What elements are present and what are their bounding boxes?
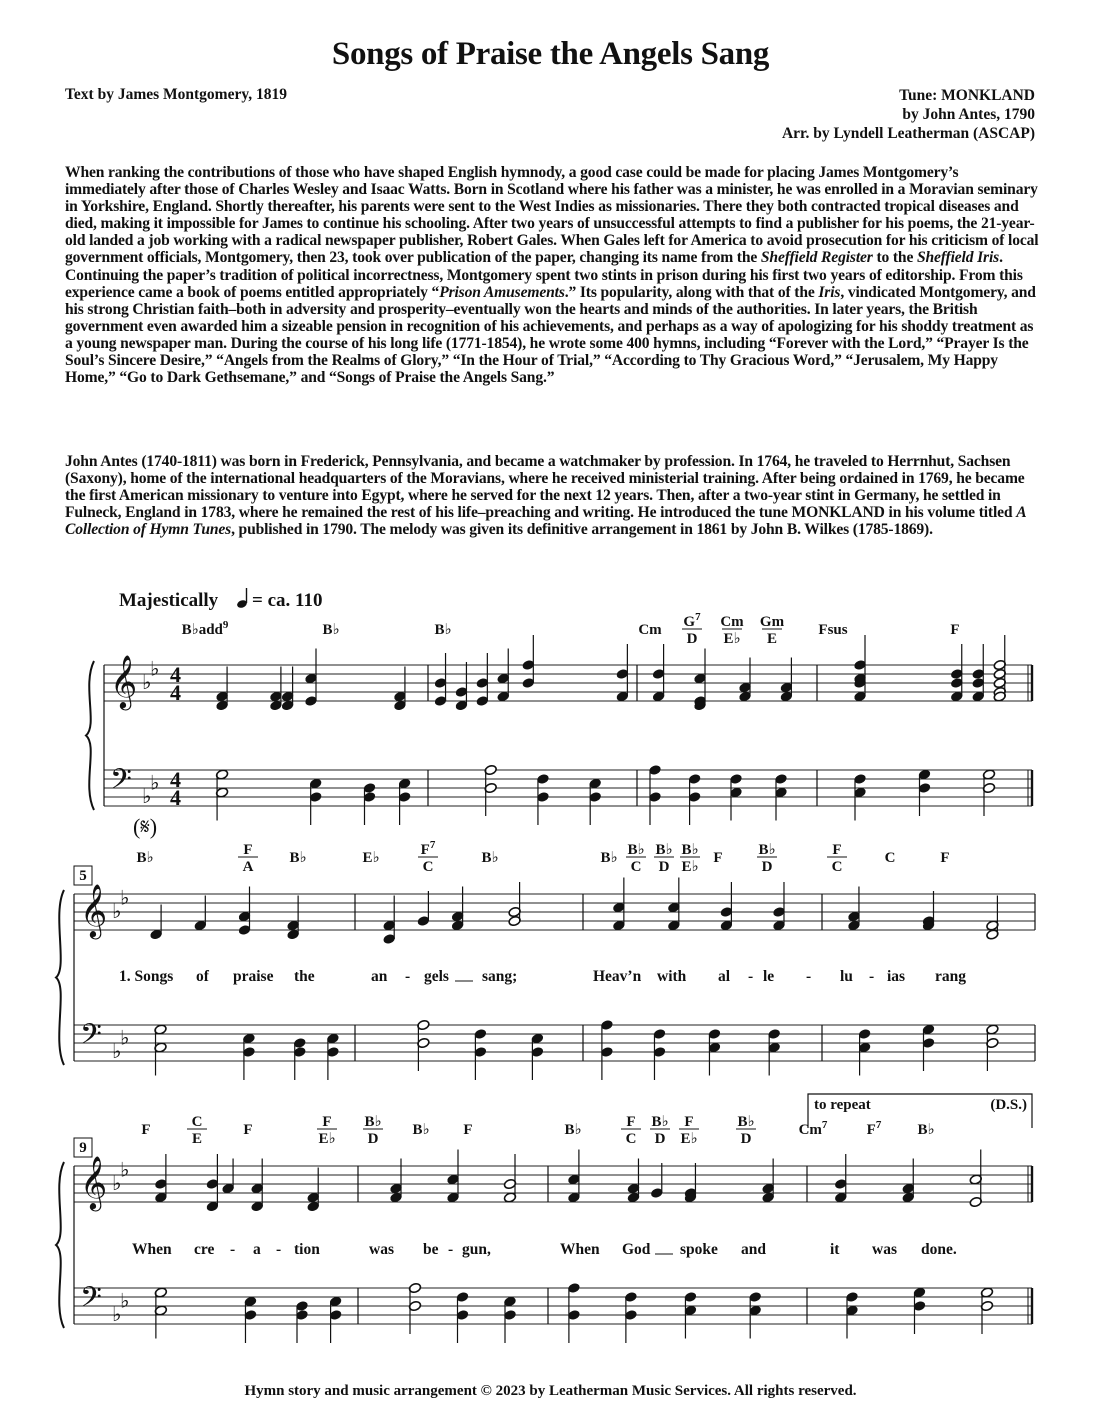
chord-symbol bbox=[434, 622, 451, 638]
svg-text:E: E bbox=[766, 631, 778, 647]
chord-symbol bbox=[182, 619, 229, 638]
svg-text:C: C bbox=[630, 859, 642, 875]
segno-sign: (𝄋) bbox=[133, 814, 158, 839]
treble-clef-icon: 𝄞 bbox=[110, 656, 138, 707]
svg-text:B♭: B♭ bbox=[412, 1122, 430, 1138]
lyric-syllable: spoke bbox=[680, 1241, 718, 1258]
svg-text:F: F bbox=[626, 1114, 636, 1130]
svg-text:C: C bbox=[884, 850, 896, 866]
svg-text:B♭: B♭ bbox=[481, 850, 499, 866]
svg-text:A: A bbox=[242, 859, 254, 875]
time-signature: 4 bbox=[170, 767, 181, 792]
lyric-syllable: with bbox=[657, 968, 687, 985]
svg-text:E♭: E♭ bbox=[723, 631, 741, 647]
lyric-syllable: al bbox=[718, 968, 731, 985]
lyric-syllable: the bbox=[294, 968, 315, 985]
lyric-syllable: was bbox=[872, 1241, 897, 1258]
svg-text:F: F bbox=[243, 1122, 253, 1138]
svg-text:B♭: B♭ bbox=[917, 1122, 935, 1138]
brace-icon bbox=[56, 1162, 64, 1328]
copyright-footer: Hymn story and music arrangement © 2023 by Leatherman Music Services. All rights reserved. bbox=[244, 1383, 857, 1399]
chord-symbol bbox=[917, 1122, 934, 1138]
svg-text:G7: $G^7$ bbox=[683, 611, 701, 630]
svg-text:D: D bbox=[740, 1131, 752, 1147]
chord-symbol bbox=[626, 842, 646, 875]
chord-symbol bbox=[600, 850, 617, 866]
chord-symbol bbox=[720, 614, 744, 647]
svg-text:B♭: B♭ bbox=[600, 850, 618, 866]
svg-text:F: F bbox=[322, 1114, 332, 1130]
chord-symbol bbox=[679, 1114, 699, 1147]
svg-text:Fsus: Fsus bbox=[818, 622, 848, 638]
svg-text:F: F bbox=[940, 850, 950, 866]
svg-text:B♭: B♭ bbox=[289, 850, 307, 866]
svg-text:C: C bbox=[422, 859, 434, 875]
chord-symbol bbox=[412, 1122, 429, 1138]
chord-symbol bbox=[362, 850, 379, 866]
svg-text:Gm: Gm bbox=[759, 614, 785, 630]
chord-symbol bbox=[818, 622, 847, 638]
lyric-syllable: gun, bbox=[462, 1241, 491, 1258]
svg-text:C: C bbox=[625, 1131, 637, 1147]
svg-text:F: F bbox=[713, 850, 723, 866]
lyric-syllable: - bbox=[405, 968, 411, 985]
flat-icon: ♭ bbox=[112, 901, 122, 923]
chord-symbol bbox=[650, 1114, 670, 1147]
tune-name: Tune: MONKLAND bbox=[899, 87, 1035, 104]
lyric-syllable: rang bbox=[935, 968, 966, 985]
svg-text:B♭add9: B♭add$^9$ bbox=[181, 619, 229, 638]
bass-clef-icon: 𝄢 bbox=[80, 1283, 102, 1320]
chord-symbol bbox=[757, 842, 777, 875]
svg-text:B♭: B♭ bbox=[758, 842, 776, 858]
lyric-syllable: gels bbox=[424, 968, 449, 985]
chord-symbol bbox=[940, 850, 949, 866]
svg-text:C: C bbox=[191, 1114, 203, 1130]
lyric-syllable: - bbox=[276, 1241, 282, 1258]
flat-icon: ♭ bbox=[120, 1159, 130, 1182]
svg-text:D: D bbox=[654, 1131, 666, 1147]
svg-text:F7: $F^7$ bbox=[420, 839, 436, 858]
chord-symbol bbox=[187, 1114, 207, 1147]
lyric-syllable: Heav’n bbox=[593, 968, 642, 985]
svg-text:F: F bbox=[463, 1122, 473, 1138]
chord-symbol bbox=[680, 842, 700, 875]
lyric-syllable: be bbox=[423, 1241, 439, 1258]
system-1 bbox=[86, 611, 1032, 825]
svg-text:B♭: B♭ bbox=[564, 1122, 582, 1138]
lyric-syllable: lu bbox=[840, 968, 853, 985]
svg-text:D: D bbox=[686, 631, 698, 647]
svg-text:B♭: B♭ bbox=[737, 1114, 755, 1130]
svg-text:C: C bbox=[831, 859, 843, 875]
lyric-syllable: When bbox=[132, 1241, 172, 1258]
flat-icon: ♭ bbox=[150, 658, 160, 681]
svg-text:F: F bbox=[950, 622, 960, 638]
svg-text:B♭: B♭ bbox=[681, 842, 699, 858]
lyric-syllable: - bbox=[230, 1241, 236, 1258]
quarter-note-icon bbox=[236, 588, 248, 609]
chord-symbol bbox=[760, 614, 785, 647]
lyric-syllable: and bbox=[741, 1241, 766, 1258]
tempo-marking bbox=[119, 588, 322, 611]
flat-icon: ♭ bbox=[142, 786, 152, 808]
lyric-syllable: cre bbox=[194, 1241, 215, 1258]
measure-number: 9 bbox=[79, 1140, 87, 1156]
chord-symbol bbox=[950, 622, 959, 638]
to-repeat-label: to repeat bbox=[814, 1097, 871, 1113]
lyric-syllable: 1. Songs bbox=[119, 968, 174, 985]
svg-text:B♭: B♭ bbox=[627, 842, 645, 858]
chord-symbol bbox=[289, 850, 306, 866]
system-2 bbox=[56, 839, 1035, 1080]
arranger-credit: Arr. by Lyndell Leatherman (ASCAP) bbox=[781, 125, 1035, 142]
flat-icon: ♭ bbox=[112, 1041, 122, 1063]
chord-symbol bbox=[136, 850, 153, 866]
tempo-text: Majestically bbox=[119, 590, 219, 611]
page-title: Songs of Praise the Angels Sang bbox=[331, 36, 770, 72]
time-signature: 4 bbox=[170, 662, 181, 687]
svg-text:B♭: B♭ bbox=[655, 842, 673, 858]
hymn-story-paragraph-2: John Antes (1740-1811) was born in Frederick, Pennsylvania, and became a watchmaker by profession. In 1764, he traveled to Herrnhut, Sachsen (Saxony), home of the international headquarters of the Moravians, where he received ministerial training. After being ordained in 1769, he became the first American missionary to venture into Egypt, where he served for the next 12 years. Then, after a two-year stint in Germany, he settled in Fulneck, England in 1783, where he remained the rest of his life–preaching and writing. He introduced the tune MONKLAND in his volume titled A Collection of Hymn Tunes, published in 1790. The melody was given its definitive arrangement in 1861 by John B. Wilkes (1785-1869). bbox=[65, 453, 1026, 539]
chord-symbol bbox=[885, 850, 896, 866]
treble-staff bbox=[104, 665, 1032, 701]
chord-symbol bbox=[481, 850, 498, 866]
system-3 bbox=[56, 1094, 1032, 1343]
chord-symbol bbox=[564, 1122, 581, 1138]
svg-text:B♭: B♭ bbox=[651, 1114, 669, 1130]
bass-staff bbox=[74, 1025, 1035, 1061]
brace-icon bbox=[56, 890, 64, 1065]
lyric-syllable: ias bbox=[887, 968, 906, 985]
chord-symbol bbox=[141, 1122, 150, 1138]
svg-text:F: F bbox=[684, 1114, 694, 1130]
svg-text:Cm: Cm bbox=[720, 614, 744, 630]
lyric-syllable: - bbox=[448, 1241, 454, 1258]
lyric-syllable: - bbox=[806, 968, 812, 985]
ds-label: (D.S.) bbox=[990, 1097, 1027, 1113]
chord-symbol bbox=[654, 842, 674, 875]
chord-symbol bbox=[736, 1114, 756, 1147]
flat-icon: ♭ bbox=[112, 1304, 122, 1326]
chord-symbol bbox=[867, 1119, 882, 1138]
chord-symbol bbox=[682, 611, 702, 647]
brace-icon bbox=[86, 661, 94, 810]
svg-text:F7: $F^7$ bbox=[866, 1119, 882, 1138]
tempo-value: = ca. 110 bbox=[252, 590, 323, 611]
flat-icon: ♭ bbox=[120, 1027, 130, 1050]
svg-text:D: D bbox=[367, 1131, 379, 1147]
chord-symbol bbox=[463, 1122, 472, 1138]
lyric-syllable: praise bbox=[233, 968, 274, 985]
time-signature: 4 bbox=[170, 680, 181, 705]
svg-text:B♭: B♭ bbox=[322, 622, 340, 638]
tune-composer: by John Antes, 1790 bbox=[902, 106, 1035, 123]
svg-text:E♭: E♭ bbox=[680, 1131, 698, 1147]
measure-number: 5 bbox=[79, 868, 87, 884]
lyric-syllable: - bbox=[869, 968, 875, 985]
flat-icon: ♭ bbox=[142, 672, 152, 694]
lyric-syllable: a bbox=[253, 1241, 261, 1258]
flat-icon: ♭ bbox=[120, 1290, 130, 1313]
svg-text:E: E bbox=[191, 1131, 203, 1147]
treble-clef-icon: 𝄞 bbox=[80, 1157, 108, 1208]
bass-staff bbox=[104, 770, 1032, 806]
svg-text:Cm7: Cm$^7$ bbox=[798, 1119, 828, 1138]
chord-symbol bbox=[317, 1114, 337, 1147]
svg-text:Cm: Cm bbox=[638, 622, 662, 638]
flat-icon: ♭ bbox=[112, 1173, 122, 1195]
lyric-syllable: God bbox=[622, 1241, 651, 1258]
flat-icon: ♭ bbox=[120, 887, 130, 910]
chord-symbol bbox=[363, 1114, 383, 1147]
lyric-syllable: When bbox=[560, 1241, 600, 1258]
svg-text:B♭: B♭ bbox=[434, 622, 452, 638]
chord-symbol bbox=[638, 622, 662, 638]
treble-clef-icon: 𝄞 bbox=[80, 885, 108, 936]
lyric-syllable: it bbox=[830, 1241, 840, 1258]
flat-icon: ♭ bbox=[150, 772, 160, 795]
lyric-syllable: le bbox=[763, 968, 775, 985]
svg-text:E♭: E♭ bbox=[318, 1131, 336, 1147]
svg-text:E♭: E♭ bbox=[681, 859, 699, 875]
chord-symbol bbox=[238, 842, 258, 875]
lyric-syllable: was bbox=[369, 1241, 394, 1258]
svg-text:F: F bbox=[832, 842, 842, 858]
bass-clef-icon: 𝄢 bbox=[110, 765, 132, 802]
chord-symbol bbox=[827, 842, 847, 875]
svg-text:F: F bbox=[243, 842, 253, 858]
lyric-syllable: of bbox=[196, 968, 209, 985]
svg-text:B♭: B♭ bbox=[364, 1114, 382, 1130]
chord-symbol bbox=[418, 839, 438, 875]
lyric-syllable: - bbox=[748, 968, 754, 985]
lyric-syllable: tion bbox=[294, 1241, 320, 1258]
text-credit: Text by James Montgomery, 1819 bbox=[65, 86, 288, 103]
lyric-syllable: an bbox=[371, 968, 388, 985]
treble-staff bbox=[74, 894, 1035, 930]
chord-symbol bbox=[621, 1114, 641, 1147]
chord-symbol bbox=[713, 850, 722, 866]
bass-staff bbox=[74, 1288, 1032, 1324]
hymn-story-paragraph-1: When ranking the contributions of those who have shaped English hymnody, a good case could be made for placing James Montgomery’s immediately after those of Charles Wesley and Isaac Watts. Born in Scotland where his father was a minister, he was enrolled in a Moravian seminary in Yorkshire, England. Shortly thereafter, his parents were sent to the West Indies as missionaries. There they both contracted tropical diseases and died, making it impossible for James to continue his schooling. After two years of unsuccessful attempts to find a publisher for his poems, the 21-year-old landed a job working with a radical newspaper publisher, Robert Gales. When Gales left for America to avoid prosecution for his criticism of local government officials, Montgomery, then 23, took over publication of the paper, changing its name from the Sheffield Register to the Sheffield Iris. Continuing the paper’s tradition of political incorrectness, Montgomery spent two stints in prison during his first two years of editorship. From this experience came a book of poems entitled appropriately “Prison Amusements.” Its popularity, along with that of the Iris, vindicated Montgomery, and his strong Christian faith–both in adversity and prosperity–eventually won the hearts and minds of the authorities. In later years, the British government even awarded him a sizeable pension in recognition of his achievements, and perhaps as a way of apologizing for his shoddy treatment as a young newspaper man. During the course of his long life (1771-1854), he wrote some 400 hymns, including “Forever with the Lord,” “Prayer Is the Soul’s Sincere Desire,” “Angels from the Realms of Glory,” “In the Hour of Trial,” “According to Thy Gracious Word,” “Jerusalem, My Happy Home,” “Go to Dark Gethsemane,” and “Songs of Praise the Angels Sang.” bbox=[65, 164, 1039, 387]
svg-text:D: D bbox=[658, 859, 670, 875]
lyric-syllable: done. bbox=[921, 1241, 957, 1258]
svg-text:B♭: B♭ bbox=[136, 850, 154, 866]
lyric-syllable: sang; bbox=[482, 968, 518, 985]
chord-symbol bbox=[243, 1122, 252, 1138]
chord-symbol bbox=[799, 1119, 828, 1138]
svg-text:F: F bbox=[141, 1122, 151, 1138]
bass-clef-icon: 𝄢 bbox=[80, 1020, 102, 1057]
svg-text:E♭: E♭ bbox=[362, 850, 380, 866]
chord-symbol bbox=[322, 622, 339, 638]
time-signature: 4 bbox=[170, 785, 181, 810]
svg-text:D: D bbox=[761, 859, 773, 875]
